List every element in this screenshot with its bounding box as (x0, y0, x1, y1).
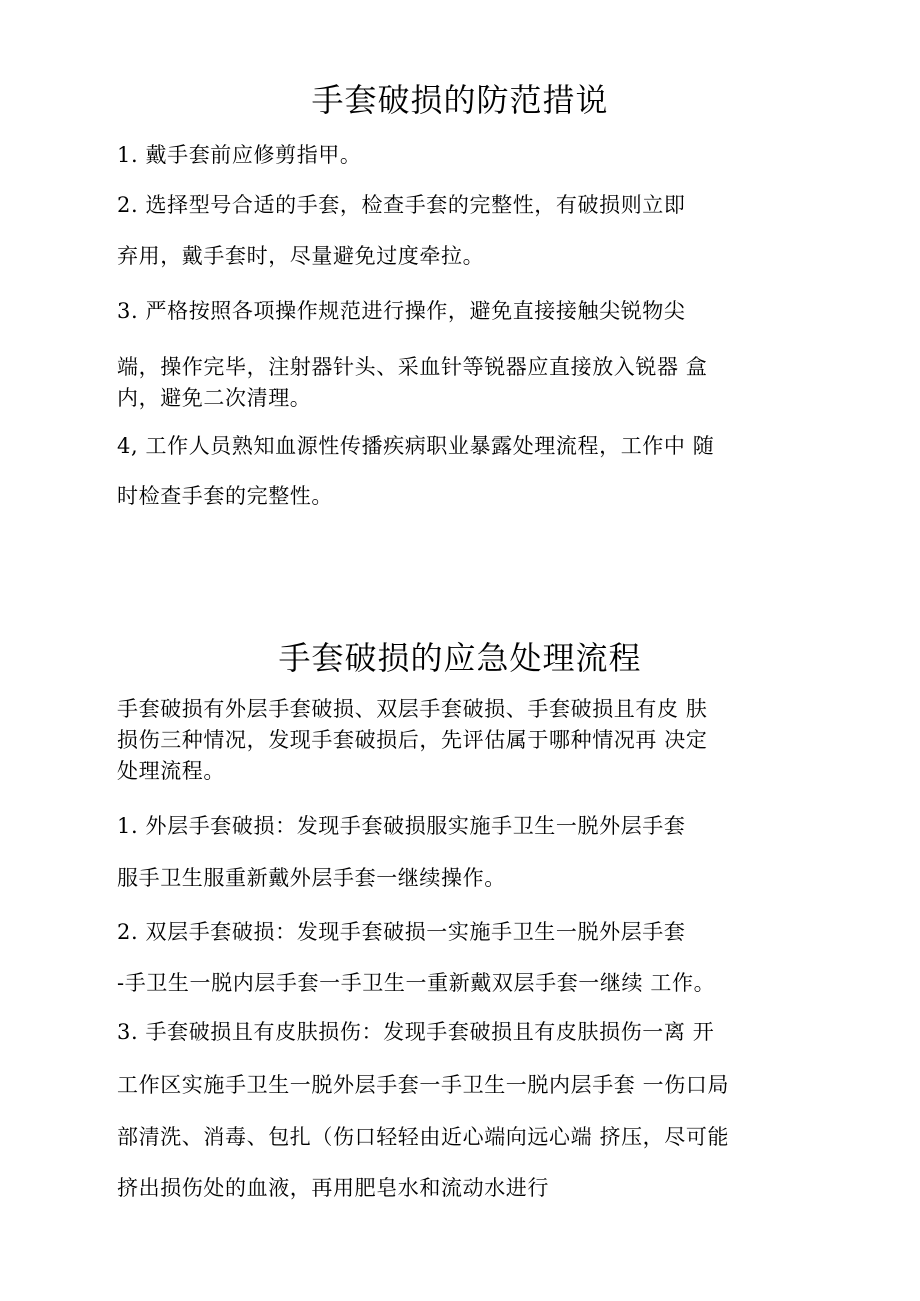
section1-line-8: 时检查手套的完整性。 (117, 484, 333, 508)
section2-line-9: 工作区实施手卫生一脱外层手套一手卫生一脱内层手套 一伤口局 (117, 1073, 730, 1097)
section1-title: 手套破损的防范措说 (311, 81, 609, 119)
section1-line-3: 弃用，戴手套时，尽量避免过度牵拉。 (117, 244, 485, 268)
section2-line-8: 3. 手套破损且有皮肤损伤：发现手套破损且有皮肤损伤一离 开 (117, 1020, 715, 1044)
section2-line-4: 1. 外层手套破损：发现手套破损服实施手卫生一脱外层手套 (117, 814, 686, 838)
section1-line-1: 1. 戴手套前应修剪指甲。 (117, 143, 362, 167)
section1-line-7: 4, 工作人员熟知血源性传播疾病职业暴露处理流程，工作中 随 (117, 434, 715, 458)
section2-line-1: 手套破损有外层手套破损、双层手套破损、手套破损且有皮 肤 (117, 697, 708, 721)
section2-line-11: 挤出损伤处的血液，再用肥皂水和流动水进行 (117, 1176, 549, 1200)
section2-line-2: 损伤三种情况，发现手套破损后，先评估属于哪种情况再 决定 (117, 728, 708, 752)
section2-line-6: 2. 双层手套破损：发现手套破损一实施手卫生一脱外层手套 (117, 920, 686, 944)
section2-line-3: 处理流程。 (117, 759, 225, 783)
section2-title: 手套破损的应急处理流程 (278, 639, 642, 677)
section1-line-4: 3. 严格按照各项操作规范进行操作，避免直接接触尖锐物尖 (117, 299, 686, 323)
section1-line-6: 内，避免二次清理。 (117, 386, 312, 410)
section1-line-2: 2. 选择型号合适的手套，检查手套的完整性，有破损则立即 (117, 193, 686, 217)
section2-line-5: 服手卫生服重新戴外层手套一继续操作。 (117, 866, 506, 890)
section2-line-10: 部清洗、消毒、包扎（伤口轻轻由近心端向远心端 挤压，尽可能 (117, 1125, 730, 1149)
section2-line-7: -手卫生一脱内层手套一手卫生一重新戴双层手套一继续 工作。 (117, 971, 716, 995)
section1-line-5: 端，操作完毕，注射器针头、采血针等锐器应直接放入锐器 盒 (117, 355, 708, 379)
